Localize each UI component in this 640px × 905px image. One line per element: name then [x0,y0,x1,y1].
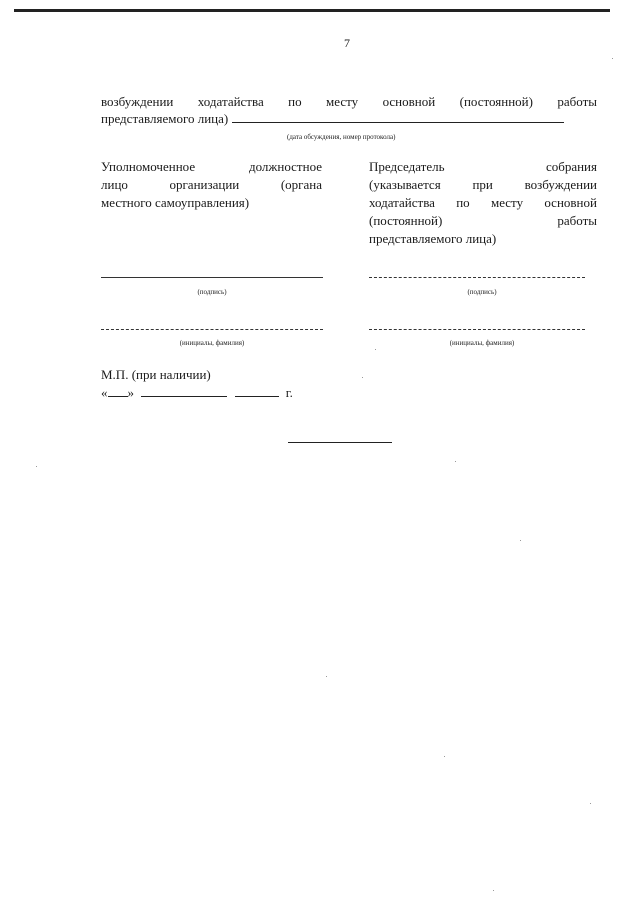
right-word: представляемого лица) [369,231,497,246]
right-signatory-block [369,158,597,248]
day-blank[interactable] [108,385,128,397]
scan-speck [375,349,376,350]
protocol-fill-line[interactable] [232,110,564,123]
right-line-3 [369,194,597,212]
right-word: месту [490,195,524,210]
date-open-quote: « [101,385,108,400]
intro-word: работы [557,94,597,109]
scan-speck [493,890,494,891]
scan-speck [36,466,37,467]
left-word: должностное [248,159,322,174]
right-name-caption: (инициалы, фамилия) [449,339,515,347]
right-word: (постоянной) [369,213,443,228]
left-word: (органа [280,177,322,192]
intro-word: основной [382,94,436,109]
scan-speck [455,461,456,462]
scan-speck [362,377,363,378]
left-line-1 [101,158,322,176]
date-row [101,384,293,402]
intro-word: месту [326,94,359,109]
date-close-quote: » [127,385,134,400]
right-word: основной [544,195,597,210]
end-of-document-rule [288,442,392,443]
year-suffix: г. [285,385,293,400]
scan-speck [612,58,613,59]
left-signature-line[interactable] [101,277,323,278]
right-line-5 [369,230,597,248]
right-line-2 [369,176,597,194]
page-number: 7 [344,36,350,50]
right-line-4 [369,212,597,230]
scan-speck [444,756,445,757]
intro-word: ходатайства [197,94,264,109]
intro-paragraph [101,93,597,127]
right-word: работы [557,213,597,228]
left-line-3 [101,194,322,212]
right-signature-caption: (подпись) [467,288,497,296]
right-word: собрания [545,159,597,174]
intro-word: возбуждении [101,94,174,109]
right-word: Председатель [369,159,445,174]
left-word: местного самоуправления) [101,195,250,210]
top-border-rule [14,9,610,12]
right-word: при [472,177,493,192]
intro-line-2-text: представляемого лица) [101,111,229,126]
left-word: организации [169,177,240,192]
protocol-caption: (дата обсуждения, номер протокола) [287,133,396,141]
right-signature-line[interactable] [369,277,585,278]
right-word: ходатайства [369,195,435,210]
intro-word: (постоянной) [459,94,533,109]
left-name-caption: (инициалы, фамилия) [179,339,245,347]
right-word: возбуждении [524,177,597,192]
year-blank[interactable] [235,385,279,397]
intro-word: по [288,94,302,109]
left-name-line[interactable] [101,329,323,330]
left-word: лицо [101,177,128,192]
seal-label: М.П. (при наличии) [101,367,211,382]
left-signatory-block [101,158,322,212]
left-signature-caption: (подпись) [197,288,227,296]
left-word: Уполномоченное [101,159,196,174]
right-word: (указывается [369,177,441,192]
left-line-2 [101,176,322,194]
scan-speck [326,676,327,677]
scan-speck [590,803,591,804]
right-name-line[interactable] [369,329,585,330]
intro-line-1 [101,93,597,110]
intro-line-2 [101,110,597,127]
month-blank[interactable] [141,385,227,397]
right-word: по [456,195,470,210]
right-line-1 [369,158,597,176]
scan-speck [520,540,521,541]
